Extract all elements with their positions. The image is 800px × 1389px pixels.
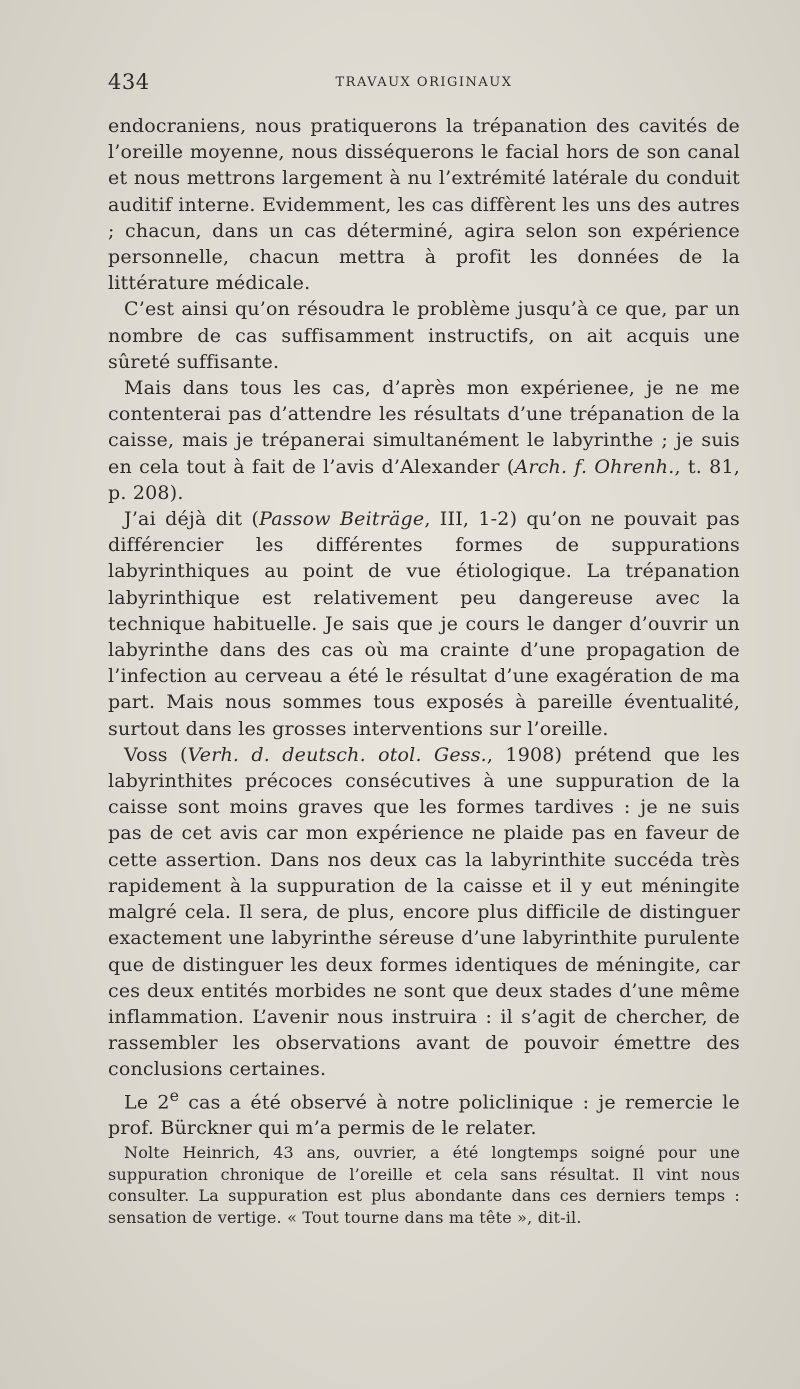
italic-citation: Arch. f. Ohrenh. [514,455,675,478]
case-note [108,1142,740,1228]
page-header [108,70,740,98]
page-number: 434 [108,70,150,94]
text-run: Nolte Heinrich, 43 ans, ouvrier, a été longtemps soigné pour une suppuration chronique de l’oreille et cela sans résultat. Il vint nous consulter. La suppuration est plus abondante dans ces derniers temps : sensation de vertige. « Tout tourne dans ma tête », dit-il. [108,1143,740,1227]
text-run: Voss ( [124,743,188,766]
text-run: , III, 1-2) qu’on ne pouvait pas différencier les différentes formes de suppurations labyrinthiques au point de vue étiologique. La trépanation labyrinthique est relativement peu dangereuse avec la technique habituelle. Je sais que je cours le danger d’ouvrir un labyrinthe dans des cas où ma crainte d’une propagation de l’infection au cerveau a été le résultat d’une exagération de ma part. Mais nous sommes tous exposés à pareille éventualité, surtout dans les grosses interventions sur l’oreille. [108,508,740,740]
running-head: TRAVAUX ORIGINAUX [335,75,513,90]
paragraph [108,296,740,375]
paragraph [108,742,740,1083]
paragraph [108,113,740,296]
text-run: Mais dans tous les cas, d’après mon expérienee, je ne me contenterai pas d’attendre les résultats d’une trépanation de la caisse, mais je trépanerai simultanément le labyrinthe ; je suis en cela tout à fait de l’avis d’Alexander ( [108,377,740,478]
text-run: Le 2 [124,1090,170,1113]
text-run: , 1908) prétend que les labyrinthites précoces consécutives à une suppuration de la caisse sont moins graves que les formes tardives : je ne suis pas de cet avis car mon expérience ne plaide pas en faveur de cette assertion. Dans nos deux cas la labyrinthite succéda très rapidement à la suppuration de la caisse et il y eut méningite malgré cela. Il sera, de plus, encore plus difficile de distinguer exactement une labyrinthe séreuse d’une labyrinthite purulente que de distinguer les deux formes identiques de méningite, car ces deux entités morbides ne sont que deux stades d’une même inflammation. L’avenir nous instruira : il s’agit de chercher, de rassembler les observations avant de pouvoir émettre des conclusions certaines. [108,743,741,1081]
text-run: J’ai déjà dit ( [124,508,260,531]
paragraph [108,1083,740,1142]
case-note-paragraph [108,1142,740,1228]
superscript: e [169,1085,180,1105]
text-run: C’est ainsi qu’on résoudra le problème jusqu’à ce que, par un nombre de cas suffisamment instructifs, on ait acquis une sûreté suffisante. [108,298,740,373]
italic-citation: Passow Beiträge [259,508,425,531]
paragraph [108,506,740,742]
text-run: , t. 81, p. 208). [108,455,740,504]
body-text [108,113,740,1141]
text-run: endocraniens, nous pratiquerons la trépanation des cavités de l’oreille moyenne, nous disséquerons le facial hors de son canal et nous mettrons largement à nu l’extrémité latérale du conduit auditif interne. Evidemment, les cas diffèrent les uns des autres ; chacun, dans un cas déterminé, agira selon son expérience personnelle, chacun mettra à profit les données de la littérature médicale. [108,115,740,295]
italic-citation: Verh. d. deutsch. otol. Gess. [187,743,487,766]
paragraph [108,375,740,506]
text-run: cas a été observé à notre policlinique : je remercie le prof. Bürckner qui m’a permis de le relater. [108,1090,740,1140]
